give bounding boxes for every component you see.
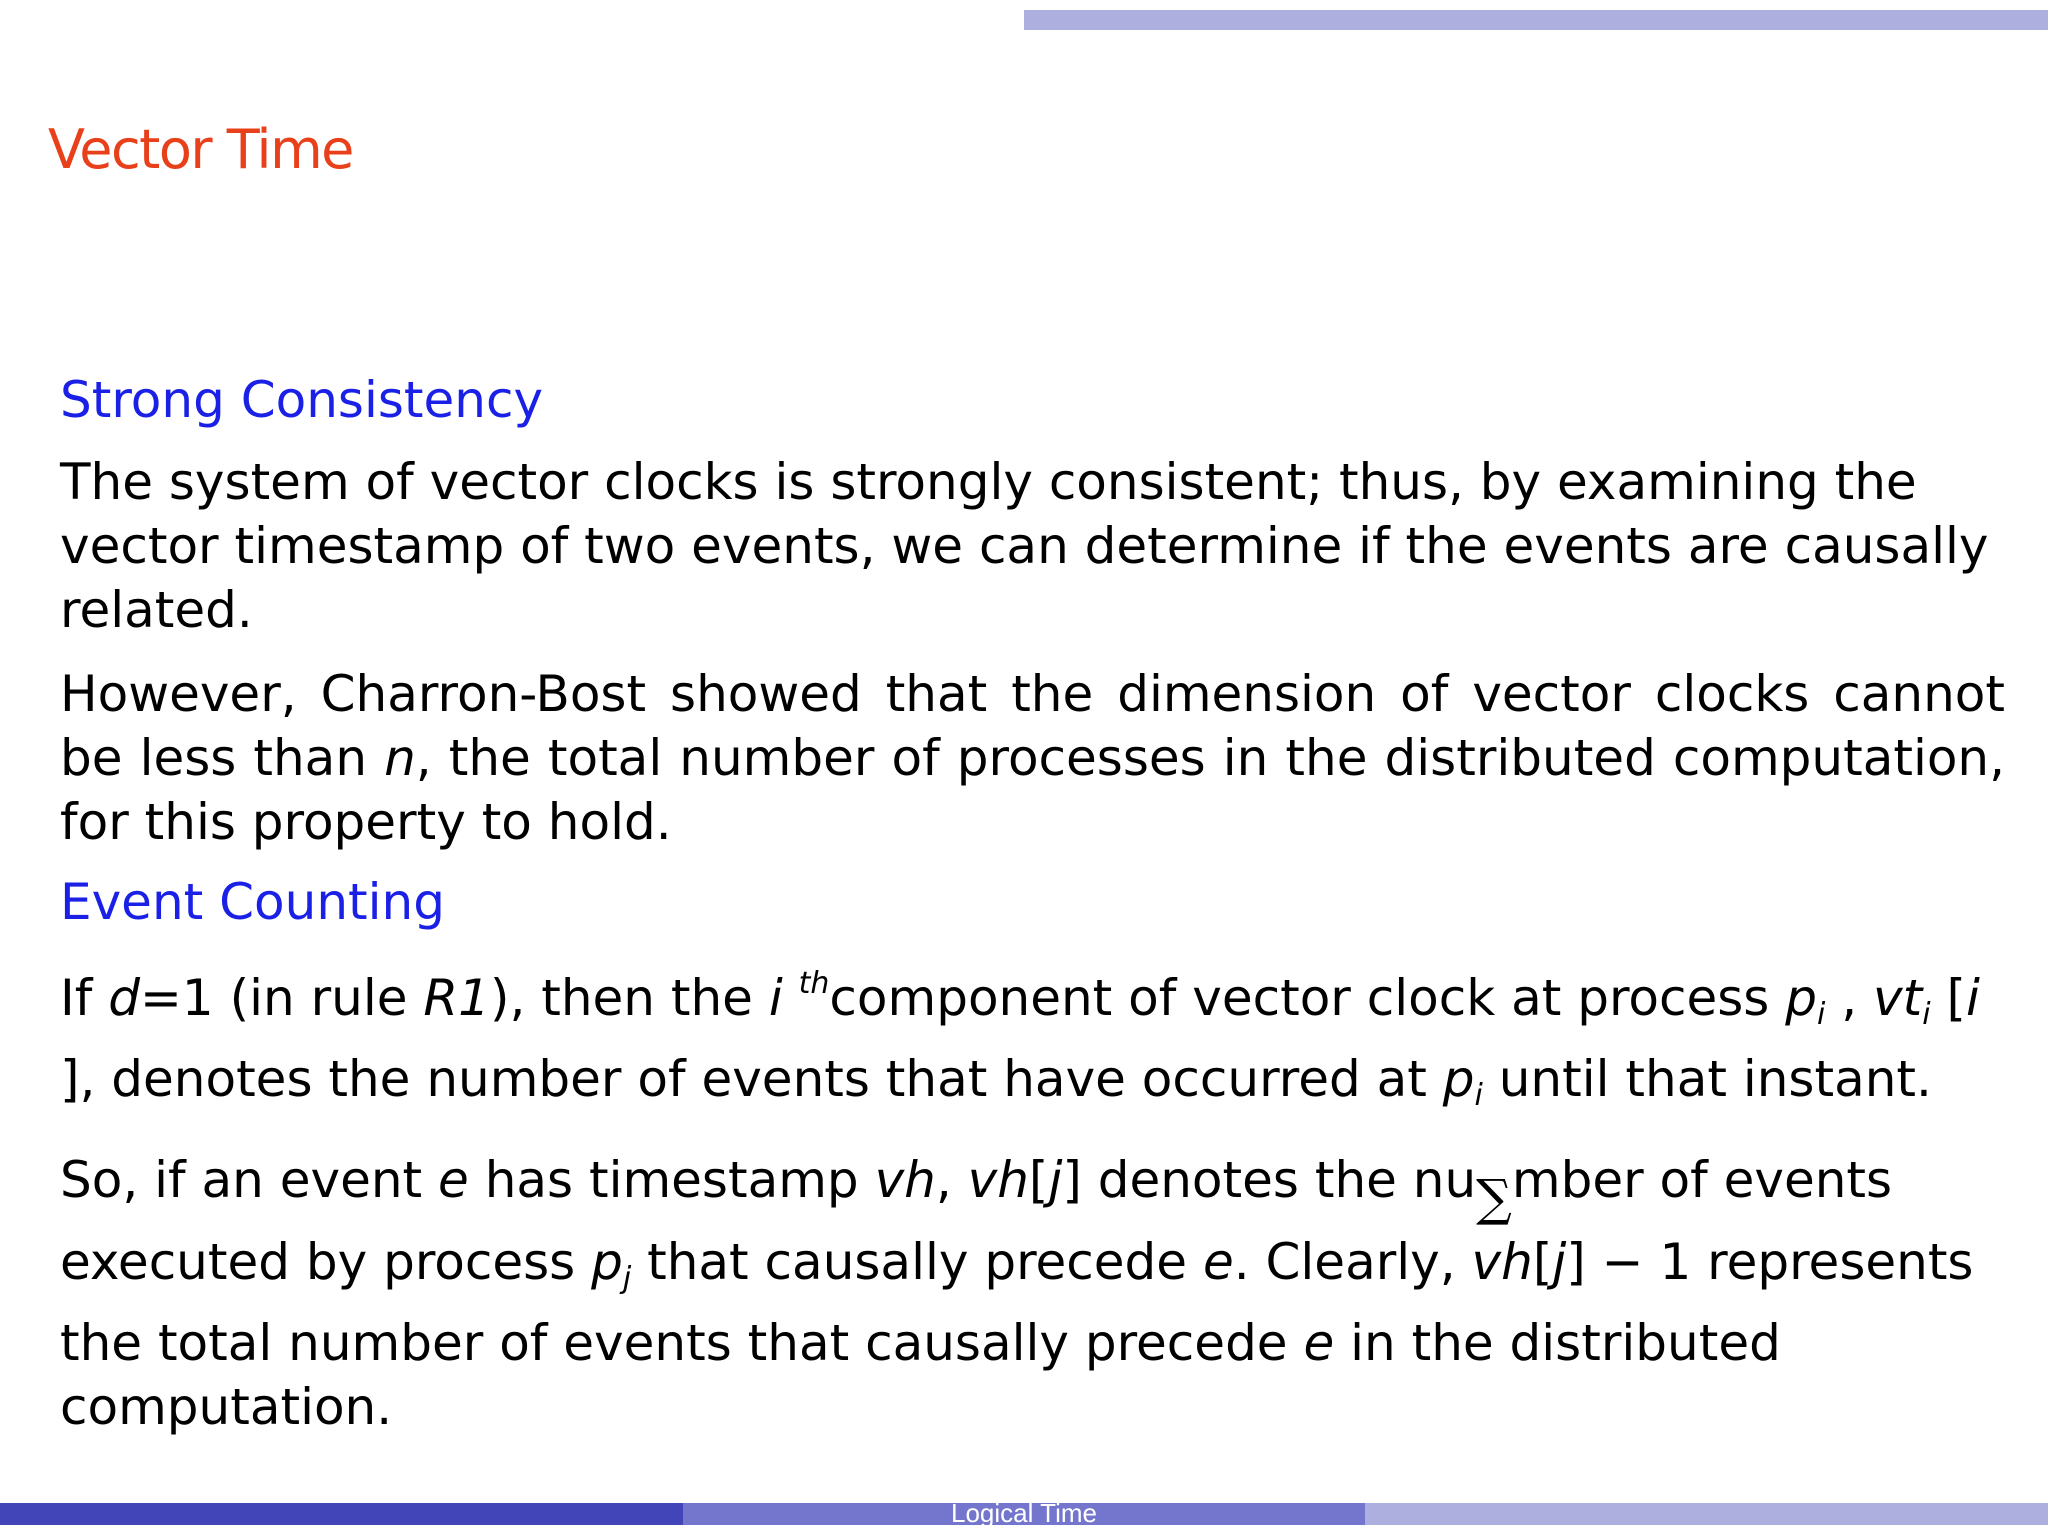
math-vt: vt <box>1873 969 1923 1027</box>
footer-label: Logical Time <box>951 1498 1097 1528</box>
text-run: mber of events executed by process <box>60 1151 1893 1291</box>
text-run: , <box>935 1151 968 1209</box>
text-run: [ <box>1028 1151 1049 1209</box>
text-run: =1 (in rule <box>140 969 424 1027</box>
paragraph-event-counting-1 <box>60 952 2005 1128</box>
paragraph-strong-consistency-2 <box>60 662 2005 854</box>
math-j: j <box>1552 1233 1567 1291</box>
math-p: p <box>591 1233 623 1291</box>
math-j: j <box>1048 1151 1063 1209</box>
heading-strong-consistency: Strong Consistency <box>60 371 544 429</box>
text-run: [ <box>1930 969 1966 1027</box>
text-run: has timestamp <box>468 1151 875 1209</box>
math-i: i <box>1965 969 1980 1027</box>
sigma-symbol: ∑ <box>1476 1169 1512 1227</box>
text-run: [ <box>1532 1233 1553 1291</box>
text-run: The system of vector clocks is strongly consistent; thus, by examining the vector timestamp of two events, we can determine if the events are causally related. <box>60 453 1989 639</box>
math-r1: R1 <box>423 969 490 1027</box>
superscript-th: th <box>798 966 830 1001</box>
slide-title: Vector Time <box>48 118 353 181</box>
footer-segment-right <box>1365 1503 2048 1525</box>
text-run: ), then the <box>489 969 769 1027</box>
text-run: However, Charron-Bost showed that the dimension of vector clocks cannot be less than <box>60 665 2005 787</box>
math-vh: vh <box>874 1151 936 1209</box>
heading-event-counting: Event Counting <box>60 873 445 931</box>
text-run: in the distributed computation. <box>60 1314 1781 1436</box>
text-run: component of vector clock at process <box>829 969 1786 1027</box>
text-run: ] denotes the nu <box>1062 1151 1477 1209</box>
text-run: . Clearly, <box>1233 1233 1472 1291</box>
math-e: e <box>1303 1314 1335 1372</box>
text-run: , the total number of processes in the distributed computation, for this property to hold. <box>60 729 2006 851</box>
slide-content <box>60 370 2005 1439</box>
math-p: p <box>1785 969 1817 1027</box>
footer-bar <box>0 1498 2048 1528</box>
math-vh: vh <box>1471 1233 1533 1291</box>
math-vh: vh <box>967 1151 1029 1209</box>
subscript-i: i <box>1922 997 1931 1032</box>
math-d: d <box>108 969 140 1027</box>
subscript-i: i <box>1816 997 1826 1032</box>
text-run: So, if an event <box>60 1151 439 1209</box>
footer-segment-left <box>0 1503 683 1525</box>
top-accent-bar <box>1024 10 2048 30</box>
text-run: until that instant. <box>1482 1050 1932 1108</box>
paragraph-event-counting-2 <box>60 1148 2005 1439</box>
text-run: If <box>60 969 109 1027</box>
math-n: n <box>384 729 416 787</box>
subscript-j: j <box>622 1261 632 1296</box>
math-i: i <box>768 969 783 1027</box>
subscript-i: i <box>1474 1078 1483 1113</box>
footer-segment-center <box>683 1498 1365 1528</box>
text-run: ], denotes the number of events that have occurred at <box>60 1050 1443 1108</box>
paragraph-strong-consistency-1 <box>60 450 2005 642</box>
math-e: e <box>438 1151 469 1209</box>
math-p: p <box>1442 1050 1475 1108</box>
text-run: that causally precede <box>631 1233 1203 1291</box>
text-run: ] − 1 represents the total number of events that causally precede <box>60 1233 1974 1372</box>
math-e: e <box>1202 1233 1234 1291</box>
text-run: , <box>1825 969 1874 1027</box>
